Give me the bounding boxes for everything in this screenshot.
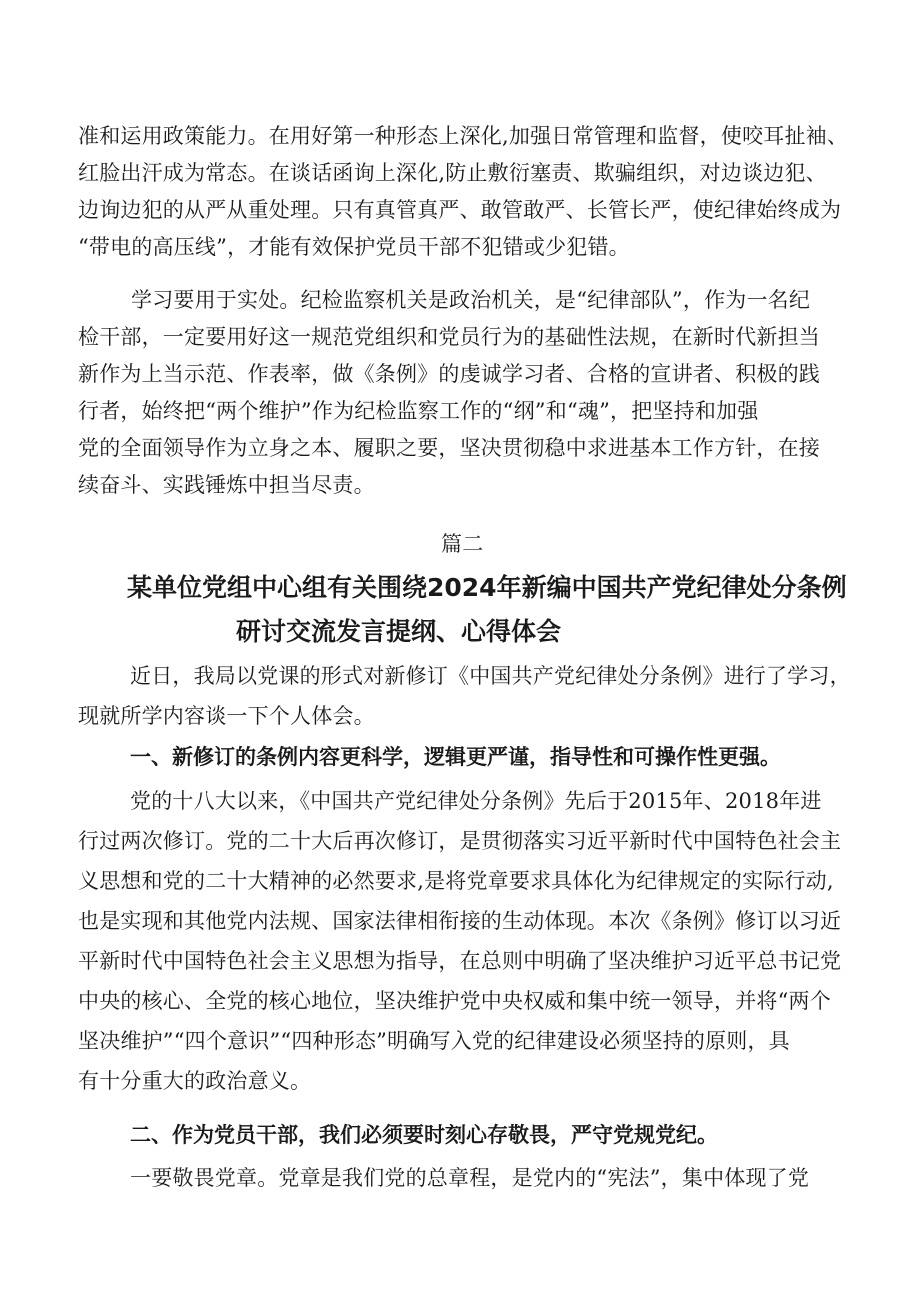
section-heading: 一、新修订的条例内容更科学，逻辑更严谨，指导性和可操作性更强。 — [130, 745, 781, 769]
text-line: 学习要用于实处。纪检监察机关是政治机关，是“纪律部队”，作为一名纪 — [131, 288, 811, 312]
text-line: 中央的核心、全党的核心地位，坚决维护党中央权威和集中统一领导，并将“两个 — [78, 989, 831, 1013]
section-label: 篇二 — [441, 532, 484, 556]
document-title: 某单位党组中心组有关围绕2024年新编中国共产党纪律处分条例 — [127, 573, 847, 602]
text-line: 党的全面领导作为立身之本、履职之要，坚决贯彻稳中求进基本工作方针，在接 — [78, 436, 820, 460]
text-line: 平新时代中国特色社会主义思想为指导，在总则中明确了坚决维护习近平总书记党 — [78, 949, 842, 973]
text-line: 也是实现和其他党内法规、国家法律相衔接的生动体现。本次《条例》修订以习近 — [78, 909, 842, 933]
text-line: 红脸出汗成为常态。在谈话函询上深化,防止敷衍塞责、欺骗组织，对边谈边犯、 — [78, 161, 827, 185]
document-subtitle: 研讨交流发言提纲、心得体会 — [236, 617, 562, 646]
text-line: “带电的高压线”，才能有效保护党员干部不犯错或少犯错。 — [78, 235, 630, 259]
text-line: 有十分重大的政治意义。 — [78, 1069, 312, 1093]
text-line: 续奋斗、实践锤炼中担当尽责。 — [78, 473, 375, 497]
text-line: 新作为上当示范、作表率，做《条例》的虔诚学习者、合格的宣讲者、积极的践 — [78, 362, 820, 386]
text-line: 义思想和党的二十大精神的必然要求,是将党章要求具体化为纪律规定的实际行动, — [78, 869, 834, 893]
text-line: 准和运用政策能力。在用好第一种形态上深化,加强日常管理和监督，使咬耳扯袖、 — [78, 124, 849, 148]
text-line: 行者，始终把“两个维护”作为纪检监察工作的“纲”和“魂”，把坚持和加强 — [78, 399, 759, 423]
text-line: 行过两次修订。党的二十大后再次修订，是贯彻落实习近平新时代中国特色社会主 — [78, 829, 842, 853]
text-line: 检干部，一定要用好这一规范党组织和党员行为的基础性法规，在新时代新担当 — [78, 325, 820, 349]
text-line: 党的十八大以来，《中国共产党纪律处分条例》先后于2015年、2018年进 — [130, 789, 822, 813]
text-line: 坚决维护”“四个意识”“四种形态”明确写入党的纪律建设必须坚持的原则，具 — [78, 1029, 790, 1053]
text-line: 近日，我局以党课的形式对新修订《中国共产党纪律处分条例》进行了学习， — [130, 664, 851, 688]
text-line: 现就所学内容谈一下个人体会。 — [78, 704, 375, 728]
section-heading: 二、作为党员干部，我们必须要时刻心存敬畏，严守党规党纪。 — [130, 1123, 718, 1147]
text-line: 边询边犯的从严从重处理。只有真管真严、敢管敢严、长管长严，使纪律始终成为 — [78, 198, 842, 222]
text-line: 一要敬畏党章。党章是我们党的总章程，是党内的“宪法”，集中体现了党 — [130, 1166, 810, 1190]
